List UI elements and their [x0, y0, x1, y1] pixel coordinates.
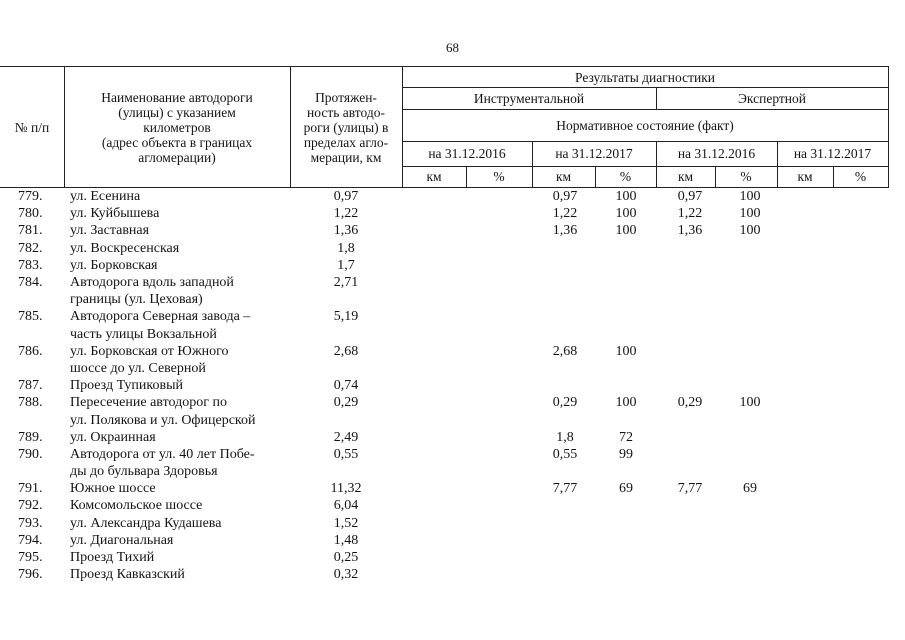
header-length-line: роги (улицы) в — [303, 119, 389, 135]
instrumental-2017-km: 1,8 — [556, 429, 574, 445]
row-number: 780. — [18, 206, 43, 222]
row-number: 783. — [18, 257, 43, 273]
header-road-name — [64, 81, 290, 173]
instrumental-2017-percent: 100 — [615, 189, 637, 204]
road-name-line: ул. Есенина — [70, 189, 141, 204]
instrumental-2017-percent: 99 — [619, 446, 633, 462]
road-name-line: шоссе до ул. Северной — [70, 360, 206, 376]
road-name-line: ул. Диагональная — [70, 532, 174, 548]
expert-2016-km: 1,36 — [677, 223, 703, 239]
road-name-line: ды до бульвара Здоровья — [70, 464, 218, 480]
table-row — [0, 343, 889, 377]
road-name — [70, 205, 290, 222]
road-name — [70, 515, 290, 532]
road-name-line: часть улицы Вокзальной — [70, 326, 217, 342]
road-name-line: ул. Куйбышева — [70, 206, 160, 222]
road-name — [70, 343, 290, 377]
road-name-line: Автодорога Северная завода – — [70, 309, 251, 325]
instrumental-2017-percent: 72 — [619, 429, 633, 445]
road-name-line: ул. Окраинная — [70, 429, 156, 445]
row-number: 793. — [18, 515, 43, 531]
road-name-line: границы (ул. Цеховая) — [70, 292, 203, 308]
header-date: на 31.12.2017 — [793, 146, 872, 161]
row-number: 789. — [18, 429, 43, 445]
row-number: 791. — [18, 481, 43, 497]
table-row — [0, 566, 889, 583]
expert-2016-percent: 100 — [739, 395, 761, 411]
road-name — [70, 446, 290, 480]
road-length: 0,55 — [333, 446, 359, 462]
table-row — [0, 532, 889, 549]
header-date: на 31.12.2017 — [555, 146, 633, 161]
road-length: 1,22 — [333, 206, 359, 222]
table-body — [0, 188, 889, 583]
instrumental-2017-percent: 100 — [615, 223, 637, 239]
road-length: 0,29 — [333, 395, 359, 411]
road-name-line: Южное шоссе — [70, 481, 156, 497]
header-instrumental: Инструментальной — [473, 90, 585, 106]
table-row — [0, 446, 889, 480]
header-length-line: ность автодо- — [307, 104, 385, 120]
row-number: 784. — [18, 274, 43, 290]
row-number: 788. — [18, 395, 43, 411]
road-length: 2,49 — [333, 429, 359, 445]
table-row — [0, 240, 889, 257]
table-row — [0, 205, 889, 222]
header-unit-pct: % — [619, 169, 632, 184]
page-number: 68 — [446, 40, 459, 55]
instrumental-2017-km: 2,68 — [552, 343, 578, 359]
instrumental-2017-percent: 100 — [615, 206, 637, 222]
table-row — [0, 480, 889, 497]
header-expert: Экспертной — [737, 90, 806, 106]
road-length: 2,71 — [333, 274, 359, 290]
table-row — [0, 377, 889, 394]
header-unit-pct: % — [740, 169, 752, 184]
header-normative: Нормативное состояние (факт) — [556, 117, 734, 133]
row-number: 796. — [18, 567, 43, 583]
road-name — [70, 222, 290, 239]
table-row — [0, 188, 889, 205]
road-length: 1,48 — [333, 532, 359, 548]
row-number: 781. — [18, 223, 43, 239]
instrumental-2017-percent: 100 — [615, 395, 637, 411]
row-number: 782. — [18, 240, 43, 256]
row-number: 790. — [18, 446, 43, 462]
table-header — [0, 66, 889, 188]
instrumental-2017-km: 1,22 — [552, 206, 578, 222]
road-name — [70, 308, 290, 342]
header-name-line: агломерации) — [138, 149, 216, 165]
expert-2016-km: 1,22 — [677, 206, 703, 222]
road-name-line: Проезд Кавказский — [70, 567, 185, 583]
header-unit-pct: % — [854, 169, 867, 184]
header-length-line: мерации, км — [310, 149, 382, 165]
road-name-line: ул. Заставная — [70, 223, 150, 239]
expert-2016-percent: 69 — [743, 481, 757, 497]
road-name-line: ул. Борковская — [70, 257, 158, 273]
road-name-line: ул. Воскресенская — [70, 240, 180, 256]
road-length: 0,25 — [333, 550, 359, 566]
road-length: 11,32 — [330, 481, 362, 497]
header-name-line: (улицы) с указанием — [118, 104, 236, 120]
header-length-line: пределах агло- — [303, 134, 389, 150]
table-row — [0, 308, 889, 342]
expert-2016-percent: 100 — [739, 206, 761, 222]
road-name-line: Комсомольское шоссе — [70, 498, 203, 514]
header-num: № п/п — [14, 119, 50, 135]
header-name-line: километров — [143, 119, 211, 135]
road-length: 1,7 — [337, 257, 355, 273]
instrumental-2017-km: 0,29 — [552, 395, 578, 411]
row-number: 785. — [18, 309, 43, 325]
header-date: на 31.12.2016 — [677, 146, 756, 161]
instrumental-2017-km: 0,97 — [552, 189, 578, 204]
road-name — [70, 257, 290, 274]
table-row — [0, 222, 889, 239]
road-name — [70, 532, 290, 549]
road-length: 6,04 — [333, 498, 359, 514]
road-length: 5,19 — [333, 309, 359, 325]
road-name — [70, 497, 290, 514]
table-row — [0, 515, 889, 532]
expert-2016-km: 0,29 — [677, 395, 703, 411]
instrumental-2017-km: 1,36 — [552, 223, 578, 239]
road-name — [70, 549, 290, 566]
expert-2016-percent: 100 — [739, 189, 761, 204]
table-row — [0, 257, 889, 274]
road-name — [70, 566, 290, 583]
header-unit-pct: % — [493, 169, 505, 184]
road-name-line: ул. Борковская от Южного — [70, 343, 229, 359]
road-length: 1,52 — [333, 515, 359, 531]
road-length: 1,8 — [337, 240, 355, 256]
instrumental-2017-km: 0,55 — [552, 446, 578, 462]
row-number: 786. — [18, 343, 43, 359]
row-number: 792. — [18, 498, 43, 514]
header-unit-km: км — [426, 169, 442, 184]
road-length: 0,97 — [333, 189, 359, 204]
row-number: 794. — [18, 532, 43, 548]
table-row — [0, 497, 889, 514]
road-name — [70, 480, 290, 497]
road-name-line: Проезд Тупиковый — [70, 378, 184, 394]
road-name-line: ул. Полякова и ул. Офицерской — [70, 412, 256, 428]
road-length: 1,36 — [333, 223, 359, 239]
expert-2016-km: 7,77 — [677, 481, 703, 497]
road-length: 2,68 — [333, 343, 359, 359]
header-name-line: (адрес объекта в границах — [101, 134, 253, 150]
road-length: 0,74 — [333, 378, 359, 394]
road-name — [70, 429, 290, 446]
row-number: 787. — [18, 378, 43, 394]
row-number: 795. — [18, 550, 43, 566]
header-unit-km: км — [677, 169, 694, 184]
road-name — [70, 188, 290, 205]
instrumental-2017-km: 7,77 — [552, 481, 578, 497]
road-name-line: Проезд Тихий — [70, 550, 155, 566]
table-row — [0, 429, 889, 446]
expert-2016-km: 0,97 — [677, 189, 703, 204]
instrumental-2017-percent: 69 — [619, 481, 633, 497]
header-length-line: Протяжен- — [315, 89, 377, 105]
header-unit-km: км — [555, 169, 572, 184]
road-name — [70, 394, 290, 428]
row-number: 779. — [18, 189, 43, 204]
road-name-line: Пересечение автодорог по — [70, 395, 227, 411]
header-results: Результаты диагностики — [575, 69, 715, 85]
road-name — [70, 377, 290, 394]
road-length: 0,32 — [333, 567, 359, 583]
instrumental-2017-percent: 100 — [615, 343, 637, 359]
header-length — [290, 79, 402, 175]
table-row — [0, 274, 889, 308]
road-name-line: Автодорога вдоль западной — [70, 274, 234, 290]
road-name — [70, 240, 290, 257]
table-row — [0, 549, 889, 566]
header-date: на 31.12.2016 — [428, 146, 506, 161]
header-name-line: Наименование автодороги — [101, 89, 253, 105]
road-name — [70, 274, 290, 308]
header-unit-km: км — [797, 169, 813, 184]
table-row — [0, 394, 889, 428]
road-name-line: ул. Александра Кудашева — [70, 515, 222, 531]
expert-2016-percent: 100 — [739, 223, 761, 239]
road-name-line: Автодорога от ул. 40 лет Побе- — [70, 446, 255, 462]
